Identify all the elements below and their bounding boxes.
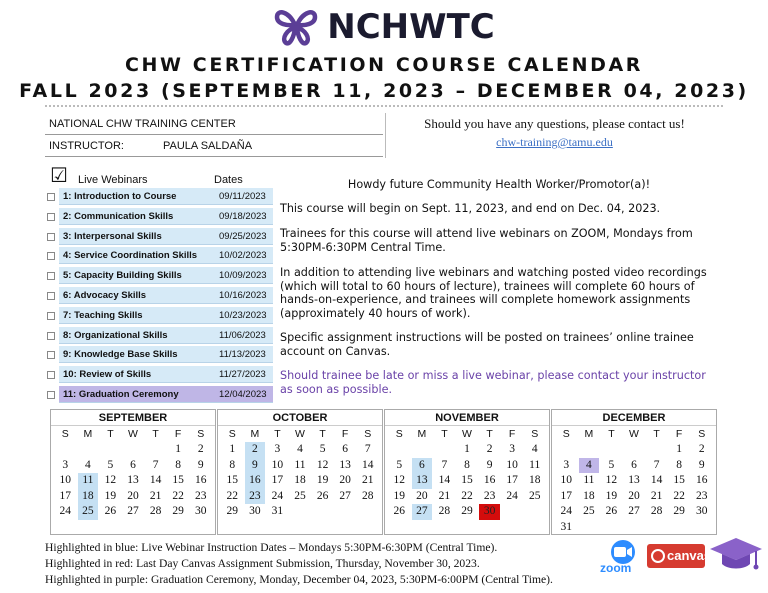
calendar-day: 1 (676, 443, 682, 455)
calendar-day: 7 (152, 458, 159, 471)
webinar-date: 10/02/2023 (219, 250, 267, 262)
calendar-day (290, 504, 311, 520)
calendar-day (100, 442, 121, 458)
calendar-day: 19 (104, 489, 117, 502)
calendar-day (646, 442, 667, 458)
webinar-name: 6: Advocacy Skills (63, 289, 147, 301)
webinar-item (45, 345, 273, 365)
page-subtitle: FALL 2023 (SEPTEMBER 11, 2023 – DECEMBER 04, 2023) (19, 80, 749, 102)
calendar-day (691, 520, 712, 536)
calendar-day: 2 (245, 442, 266, 458)
webinar-bar (59, 386, 273, 403)
calendar-day: 23 (483, 489, 496, 502)
calendar-day: 24 (271, 489, 284, 502)
webinar-bar (59, 366, 273, 383)
calendar-day: 4 (531, 443, 538, 455)
calendar-day: 13 (412, 473, 433, 489)
calendar-day: 20 (339, 474, 351, 486)
webinar-name: 8: Organizational Skills (63, 329, 168, 341)
webinar-item (45, 385, 273, 405)
greeting: Howdy future Community Health Worker/Promotor(a)! (347, 178, 651, 191)
webinar-name: 3: Interpersonal Skills (63, 230, 162, 242)
webinar-checkbox[interactable] (47, 312, 55, 320)
calendar-day: 9 (245, 458, 266, 474)
calendar-day: 21 (149, 489, 162, 502)
webinar-bar (59, 267, 273, 284)
calendar-day: 22 (226, 489, 239, 502)
contact-email-link[interactable]: chw-training@tamu.edu (496, 135, 613, 149)
calendar-day: 7 (653, 458, 660, 471)
webinar-date: 10/09/2023 (219, 270, 267, 282)
calendar-day: 12 (605, 474, 618, 486)
calendar-day: 18 (78, 489, 99, 505)
calendar-day: 30 (695, 505, 708, 517)
calendar-day: 28 (650, 505, 663, 517)
calendar-weekday: S (531, 428, 539, 440)
calendar-day (524, 504, 545, 520)
calendar-weekday: T (608, 428, 615, 440)
calendar-weekday: S (698, 428, 706, 440)
webinar-date: 12/04/2023 (219, 388, 267, 400)
webinar-date: 11/27/2023 (219, 369, 266, 381)
calendar-day: 26 (316, 489, 329, 502)
calendar-day: 9 (698, 458, 705, 471)
calendar-day: 1 (175, 443, 181, 455)
calendar-day: 25 (528, 489, 541, 502)
calendar-weekday: S (228, 428, 236, 440)
calendar-grid (385, 426, 549, 520)
calendar-day (579, 520, 600, 536)
center-row (45, 113, 383, 135)
webinar-date: 11/06/2023 (219, 329, 266, 341)
calendar-day: 30 (194, 505, 207, 517)
calendar-weekday: T (486, 428, 493, 440)
calendar-day (556, 442, 577, 458)
calendar-grid (51, 426, 215, 520)
calendar-day: 2 (486, 443, 493, 455)
calendar-day: 14 (438, 474, 451, 486)
webinar-bar (59, 346, 273, 363)
webinar-checkbox[interactable] (47, 233, 55, 241)
webinar-item (45, 266, 273, 286)
webinar-name: 9: Knowledge Base Skills (63, 349, 178, 361)
page-title: CHW CERTIFICATION COURSE CALENDAR (124, 54, 644, 76)
webinar-checkbox[interactable] (47, 371, 55, 379)
calendar-day (412, 442, 433, 458)
calendar-day: 11 (78, 473, 99, 489)
calendar-day: 20 (416, 489, 428, 502)
calendar-weekday: T (152, 428, 159, 440)
calendar-day: 15 (226, 474, 239, 486)
calendar-day (145, 442, 166, 458)
calendar-day (335, 504, 356, 520)
calendar-day (357, 504, 378, 520)
calendar-day: 3 (509, 443, 515, 455)
webinar-bar (59, 247, 273, 264)
legend-purple: Highlighted in purple: Graduation Ceremony, Monday, December 04, 2023, 5:30PM-6:00PM (Central Time). (45, 573, 553, 586)
webinar-item (45, 187, 273, 207)
calendar-day: 19 (316, 474, 329, 486)
info-block (45, 113, 723, 158)
calendar-day (601, 520, 622, 536)
paragraph-instructions: Specific assignment instructions will be posted on trainees’ online trainee account on Canvas. (280, 331, 694, 358)
calendar-day (646, 520, 667, 536)
calendar-day: 29 (461, 505, 473, 517)
calendar-day: 4 (84, 458, 91, 471)
calendar-weekday: S (364, 428, 372, 440)
calendar-weekday: M (417, 428, 427, 440)
calendar-month-title: DECEMBER (552, 410, 716, 426)
calendar-weekday: T (274, 428, 281, 440)
calendar-day (123, 442, 144, 458)
calendar-grid (218, 426, 382, 520)
calendar-weekday: S (61, 428, 69, 440)
calendar-day (55, 442, 76, 458)
webinar-name: 1: Introduction to Course (63, 191, 177, 202)
instructor-row (45, 135, 383, 157)
webinar-bar (59, 287, 273, 304)
calendar-day: 24 (506, 489, 518, 502)
calendar-day: 26 (605, 505, 618, 517)
webinar-bar (59, 228, 273, 245)
calendar-month-title: NOVEMBER (385, 410, 549, 426)
calendar-november (384, 409, 550, 535)
calendar-day: 21 (650, 489, 663, 502)
webinar-name: 10: Review of Skills (63, 369, 152, 381)
calendar-day: 16 (695, 474, 708, 486)
webinar-name: 7: Teaching Skills (63, 309, 143, 321)
paragraph-hours: In addition to attending live webinars and watching posted video recordings (which will total to 60 hours of lecture), trainees will complete 60 hours of hands-on-experience, and trainees will complete homework assignments (approximately 40 hours of work). (280, 266, 707, 320)
webinar-bar (59, 307, 273, 324)
calendar-day: 2 (197, 443, 204, 455)
calendar-weekday: T (653, 428, 660, 440)
calendar-day: 26 (393, 505, 406, 517)
calendar-day: 12 (316, 458, 329, 471)
calendar-day: 16 (245, 473, 266, 489)
webinar-date: 09/25/2023 (219, 230, 267, 242)
calendar-weekday: W (629, 428, 639, 440)
webinar-name: 2: Communication Skills (63, 210, 174, 222)
calendar-day: 26 (104, 505, 117, 517)
calendar-day: 13 (628, 474, 640, 486)
calendar-day (579, 442, 600, 458)
calendar-day: 20 (628, 489, 640, 502)
calendar-day: 30 (249, 505, 261, 517)
butterfly-logo-icon (273, 7, 319, 47)
calendar-day: 11 (583, 474, 595, 486)
calendar-day: 28 (361, 489, 374, 502)
webinar-item (45, 306, 273, 326)
calendar-day: 17 (59, 489, 72, 502)
calendar-day: 15 (673, 474, 685, 486)
checkbox-icon: ☑ (50, 163, 68, 187)
calendar-day: 4 (297, 443, 303, 455)
calendar-day: 8 (464, 458, 470, 471)
webinar-item (45, 286, 273, 306)
calendar-day: 9 (197, 458, 204, 471)
calendar-day: 6 (631, 458, 637, 471)
calendar-day: 28 (438, 505, 451, 517)
calendar-day: 27 (339, 489, 351, 502)
calendar-weekday: W (128, 428, 138, 440)
calendar-day: 18 (528, 474, 541, 486)
calendar-day: 10 (271, 458, 284, 471)
calendar-day: 23 (245, 489, 266, 505)
calendar-day: 16 (483, 474, 496, 486)
calendar-day: 22 (461, 489, 473, 502)
canvas-logo-text: canvas (667, 548, 712, 563)
calendar-day: 30 (479, 504, 500, 520)
calendar-weekday: M (250, 428, 260, 440)
calendar-day: 25 (78, 504, 99, 520)
divider (45, 105, 723, 107)
calendar-day: 5 (319, 443, 326, 455)
calendar-weekday: S (197, 428, 205, 440)
calendar-day: 29 (673, 505, 685, 517)
calendar-weekday: F (508, 428, 516, 440)
webinar-list-header-name: Live Webinars (78, 174, 148, 186)
calendar-weekday: S (395, 428, 403, 440)
webinar-checkbox[interactable] (47, 391, 55, 399)
calendar-day: 17 (506, 474, 518, 486)
calendar-day: 11 (529, 458, 541, 471)
calendar-day: 10 (59, 474, 72, 486)
calendar-weekday: W (462, 428, 472, 440)
webinar-date: 10/23/2023 (219, 309, 267, 321)
logo (0, 4, 768, 50)
calendar-day: 4 (579, 458, 600, 474)
calendar-day: 13 (127, 474, 139, 486)
calendar-december (551, 409, 717, 535)
webinar-bar (59, 327, 273, 344)
calendar-day: 15 (461, 474, 473, 486)
paragraph-webinars: Trainees for this course will attend live webinars on ZOOM, Mondays from 5:30PM-6:30PM Central Time. (280, 227, 693, 254)
calendar-day (669, 520, 690, 536)
canvas-icon (651, 549, 665, 563)
calendar-day (389, 442, 410, 458)
webinar-bar (59, 208, 273, 225)
calendar-day: 13 (339, 458, 351, 471)
calendar-day: 18 (583, 489, 595, 502)
calendar-day: 11 (294, 458, 306, 471)
calendar-day: 12 (393, 474, 406, 486)
calendar-day: 6 (342, 443, 348, 455)
calendar-month-title: OCTOBER (218, 410, 382, 426)
calendar-day: 23 (695, 489, 708, 502)
calendar-day: 10 (560, 474, 573, 486)
canvas-logo (647, 544, 712, 568)
calendar-day: 31 (271, 505, 284, 517)
calendar-day: 22 (673, 489, 685, 502)
paragraph-late-notice: Should trainee be late or miss a live webinar, please contact your instructor as soon as possible. (280, 369, 706, 396)
webinar-item (45, 246, 273, 266)
center-name: NATIONAL CHW TRAINING CENTER (49, 118, 236, 130)
calendar-day: 31 (560, 520, 573, 533)
calendar-day: 16 (194, 474, 207, 486)
calendar-day: 24 (59, 505, 72, 517)
calendar-day: 22 (172, 489, 184, 502)
calendar-day: 5 (608, 458, 615, 471)
instructor-label: INSTRUCTOR: (49, 140, 124, 152)
calendar-day: 29 (226, 505, 239, 517)
instructor-name: PAULA SALDAÑA (163, 140, 253, 152)
calendar-weekday: W (295, 428, 305, 440)
webinar-date: 09/18/2023 (219, 210, 267, 222)
calendar-day: 5 (396, 458, 403, 471)
calendar-day: 25 (294, 489, 306, 502)
calendar-weekday: F (341, 428, 349, 440)
calendar-day: 14 (149, 474, 162, 486)
calendar-day: 7 (364, 443, 371, 455)
calendar-weekday: T (319, 428, 326, 440)
calendar-weekday: S (562, 428, 570, 440)
webinar-checkbox[interactable] (47, 213, 55, 221)
calendar-day (601, 442, 622, 458)
calendar-day (434, 442, 455, 458)
calendar-day: 23 (194, 489, 207, 502)
legend-blue: Highlighted in blue: Live Webinar Instruction Dates – Mondays 5:30PM-6:30PM (Central Time). (45, 541, 498, 554)
calendar-day: 8 (175, 458, 181, 471)
webinar-date: 09/11/2023 (219, 191, 266, 202)
calendar-day: 12 (104, 474, 117, 486)
calendar-day: 25 (583, 505, 595, 517)
calendar-day (624, 442, 645, 458)
calendar-day: 17 (271, 474, 284, 486)
webinar-name: 11: Graduation Ceremony (63, 388, 179, 400)
calendar-day: 24 (560, 505, 573, 517)
calendar-day: 2 (698, 443, 705, 455)
calendar-month-title: SEPTEMBER (51, 410, 215, 426)
webinar-list-header-dates: Dates (214, 174, 243, 186)
calendar-day: 21 (438, 489, 451, 502)
calendar-day: 3 (274, 443, 281, 455)
calendar-day (78, 442, 99, 458)
webinar-name: 4: Service Coordination Skills (63, 250, 198, 262)
calendar-day: 8 (676, 458, 682, 471)
calendar-day: 15 (172, 474, 184, 486)
calendar-day: 5 (107, 458, 114, 471)
calendar-day: 7 (441, 458, 448, 471)
calendar-september (50, 409, 216, 535)
calendar-day: 18 (294, 474, 306, 486)
calendar-day: 1 (464, 443, 470, 455)
logo-text: NCHWTC (327, 7, 495, 47)
calendar-weekday: T (107, 428, 114, 440)
calendar-day: 10 (506, 458, 518, 471)
webinar-bar (59, 188, 273, 205)
webinar-list (45, 187, 273, 405)
calendar-day: 6 (130, 458, 136, 471)
calendar-day (624, 520, 645, 536)
webinar-item (45, 365, 273, 385)
paragraph-course-dates: This course will begin on Sept. 11, 2023, and end on Dec. 04, 2023. (280, 202, 661, 215)
webinar-item (45, 207, 273, 227)
calendar-day: 1 (229, 443, 236, 455)
calendar-weekday: M (83, 428, 93, 440)
calendar-day: 20 (127, 489, 139, 502)
calendar-weekday: F (174, 428, 182, 440)
calendar-day: 6 (412, 458, 433, 474)
calendar-day: 27 (127, 505, 139, 517)
webinar-item (45, 326, 273, 346)
calendar-day: 14 (650, 474, 663, 486)
calendar-day: 9 (486, 458, 493, 471)
calendar-day: 29 (172, 505, 184, 517)
webinar-checkbox[interactable] (47, 332, 55, 340)
calendar-day: 14 (361, 458, 374, 471)
webinar-checkbox[interactable] (47, 292, 55, 300)
webinar-checkbox[interactable] (47, 272, 55, 280)
webinar-date: 10/16/2023 (219, 289, 267, 301)
calendar-day: 19 (393, 489, 406, 502)
webinar-checkbox[interactable] (47, 193, 55, 201)
calendar-october (217, 409, 383, 535)
calendar-day: 8 (229, 458, 236, 471)
contact-message: Should you have any questions, please contact us! (424, 116, 685, 131)
webinar-checkbox[interactable] (47, 252, 55, 260)
calendar-day (502, 504, 523, 520)
calendar-day: 28 (149, 505, 162, 517)
calendar-day (312, 504, 333, 520)
webinar-checkbox[interactable] (47, 351, 55, 359)
calendar-day: 3 (563, 458, 570, 471)
graduation-cap-icon (708, 536, 764, 574)
zoom-logo-text: zoom (600, 561, 632, 575)
calendar-day: 3 (62, 458, 69, 471)
legend-red: Highlighted in red: Last Day Canvas Assignment Submission, Thursday, November 30, 2023. (45, 557, 480, 570)
webinar-date: 11/13/2023 (219, 349, 266, 361)
calendar-weekday: M (584, 428, 594, 440)
webinar-name: 5: Capacity Building Skills (63, 270, 182, 282)
calendar-day: 27 (412, 504, 433, 520)
calendar-day: 19 (605, 489, 618, 502)
calendar-day: 17 (560, 489, 573, 502)
calendar-grid (552, 426, 716, 535)
calendar-day: 21 (361, 474, 374, 486)
calendar-day: 27 (628, 505, 640, 517)
calendar-weekday: F (675, 428, 683, 440)
contact-block (385, 113, 723, 158)
info-left (45, 113, 383, 158)
calendar-weekday: T (441, 428, 448, 440)
webinar-item (45, 227, 273, 247)
